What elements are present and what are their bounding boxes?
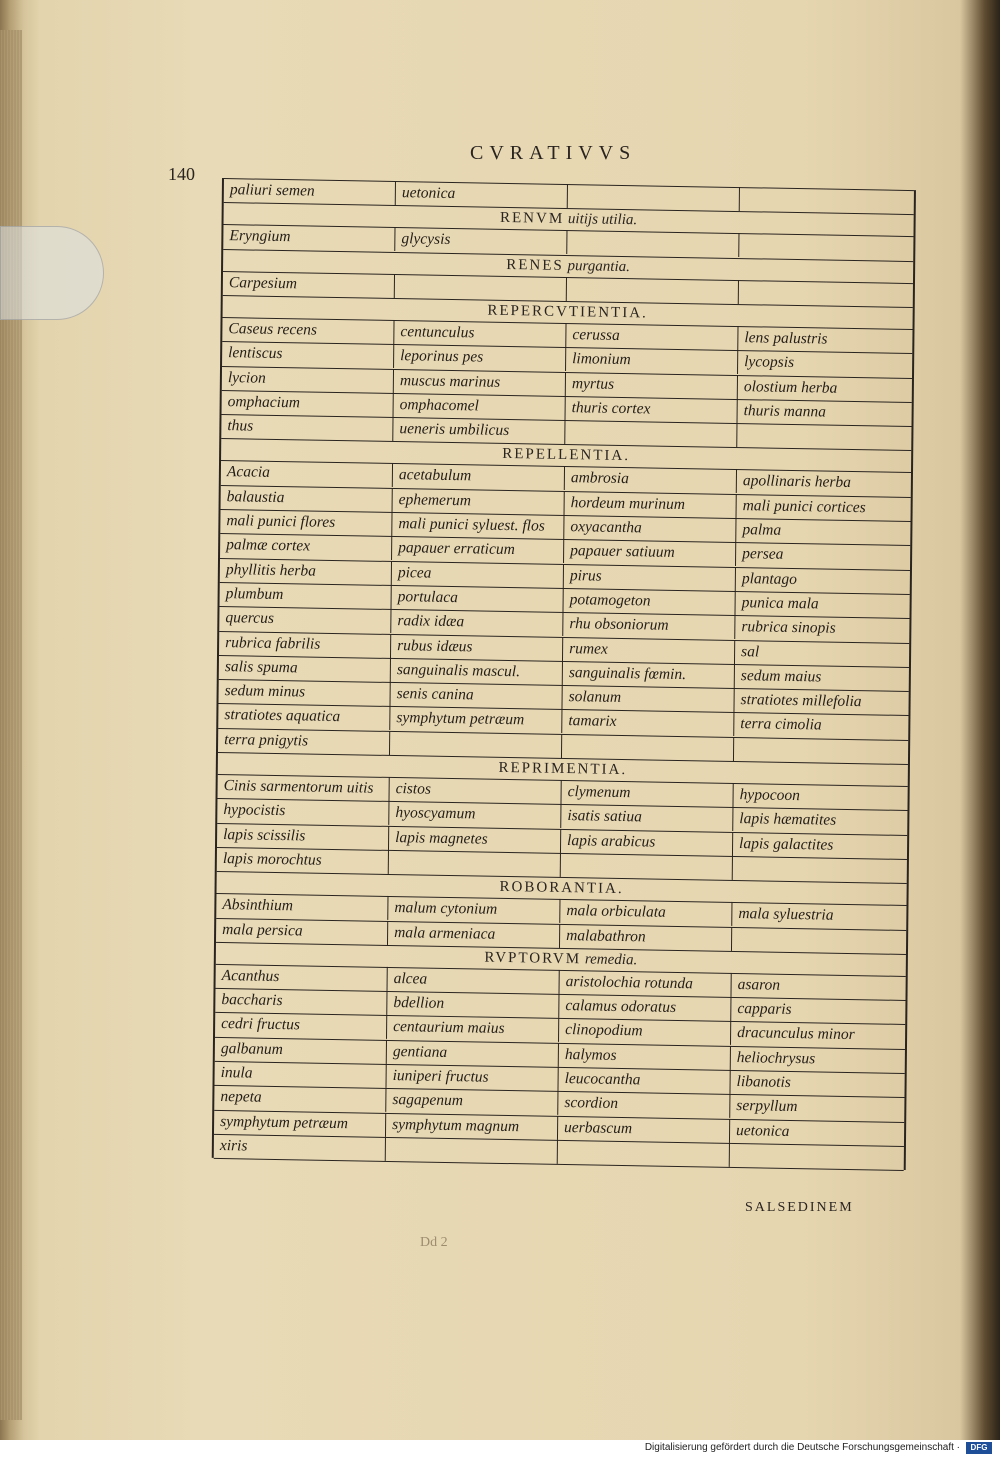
table-cell: lentiscus — [222, 341, 394, 368]
section-subtitle: remedia. — [581, 951, 638, 969]
table-cell: centaurium maius — [387, 1015, 559, 1042]
table-cell: rubrica fabrilis — [219, 630, 391, 657]
table-cell: glycysis — [395, 227, 567, 254]
table-cell: cistos — [389, 777, 561, 804]
table-cell — [561, 853, 733, 880]
table-cell: Acanthus — [216, 964, 388, 991]
table-cell: muscus marinus — [394, 369, 566, 396]
table-cell: gentiana — [387, 1040, 559, 1067]
table-cell: hypocoon — [739, 786, 800, 805]
table-cell: omphacomel — [394, 393, 566, 420]
table-cell: Cinis sarmentorum uitis — [218, 774, 390, 801]
table-cell: thus — [221, 414, 393, 441]
signature-mark: Dd 2 — [420, 1235, 448, 1250]
table-cell: tamarix — [562, 709, 734, 736]
table-cell: symphytum petræum — [390, 706, 562, 733]
table-cell — [739, 233, 913, 260]
table-cell — [386, 1137, 558, 1164]
table-cell: rubrica sinopis — [741, 618, 836, 637]
table-cell: inula — [215, 1061, 387, 1088]
table-cell: lens palustris — [744, 329, 828, 348]
table-cell: terra pnigytis — [218, 728, 390, 755]
section-title: REPELLENTIA. — [502, 446, 631, 465]
table-cell — [567, 277, 739, 304]
section-title: REPRIMENTIA. — [498, 759, 628, 779]
table-cell: lapis magnetes — [389, 826, 561, 853]
table-cell: rhu obsoniorum — [563, 612, 735, 639]
table-cell: Absinthium — [216, 893, 388, 920]
table-cell: clymenum — [561, 780, 733, 807]
table-cell: galbanum — [215, 1037, 387, 1064]
table-cell: sedum minus — [219, 679, 391, 706]
section-subtitle: purgantia. — [563, 257, 631, 275]
table-cell — [389, 850, 561, 877]
table-cell: isatis satiua — [561, 804, 733, 831]
table-cell: quercus — [219, 606, 391, 633]
table-cell: acetabulum — [393, 463, 565, 490]
table-cell: lapis arabicus — [561, 829, 733, 856]
table-cell: iuniperi fructus — [386, 1064, 558, 1091]
table-cell — [562, 734, 734, 761]
table-cell: aristolochia rotunda — [560, 970, 732, 997]
table-cell: sanguinalis fœmin. — [563, 661, 735, 688]
table-cell: radix idæa — [391, 609, 563, 636]
table-cell: thuris manna — [743, 401, 826, 421]
table-cell: sedum maius — [740, 666, 822, 686]
section-title: RENES — [506, 256, 564, 274]
table-cell: cedri fructus — [215, 1012, 387, 1039]
section-title: REPERCVTIENTIA. — [487, 302, 648, 322]
table-cell: picea — [392, 561, 564, 588]
table-cell — [734, 737, 908, 764]
remedy-table — [212, 178, 916, 1170]
table-cell: terra cimolia — [740, 715, 822, 734]
table-cell: mala syluestria — [738, 905, 834, 924]
table-cell: dracunculus minor — [737, 1024, 855, 1044]
table-cell: libanotis — [736, 1073, 791, 1091]
table-cell — [567, 230, 739, 257]
running-head: CVRATIVVS — [470, 142, 637, 164]
footer-bar — [0, 1440, 1000, 1457]
table-cell: lapis galactites — [739, 834, 834, 854]
table-cell: lapis hæmatites — [739, 810, 837, 830]
table-cell: palma — [742, 521, 782, 539]
table-cell: mali punici flores — [220, 509, 392, 536]
table-cell — [568, 184, 740, 211]
table-cell: hordeum murinum — [565, 491, 737, 518]
table-cell: halymos — [559, 1043, 731, 1070]
table-cell: mala orbiculata — [560, 899, 732, 926]
table-cell: papauer satiuum — [564, 539, 736, 566]
table-cell — [733, 856, 907, 883]
bookmark-clip — [0, 226, 104, 320]
table-cell: limonium — [566, 347, 738, 374]
table-cell: Acacia — [221, 460, 393, 487]
table-cell — [740, 187, 914, 214]
table-cell: hypocistis — [217, 798, 389, 825]
table-cell — [730, 1143, 904, 1170]
table-cell: myrtus — [566, 372, 738, 399]
table-cell: balaustia — [221, 485, 393, 512]
page-number: 140 — [168, 164, 195, 184]
table-cell: xiris — [214, 1134, 386, 1161]
table-cell: portulaca — [392, 585, 564, 612]
table-cell: scordion — [558, 1091, 730, 1118]
table-cell: nepeta — [214, 1085, 386, 1112]
table-cell — [558, 1140, 730, 1167]
table-cell: lapis morochtus — [217, 847, 389, 874]
table-cell: phyllitis herba — [220, 558, 392, 585]
table-cell: symphytum petræum — [214, 1110, 386, 1137]
table-cell: lycopsis — [744, 353, 795, 372]
table-cell: thuris cortex — [566, 396, 738, 423]
table-cell: uetonica — [396, 181, 568, 208]
table-cell — [390, 731, 562, 758]
table-cell: sanguinalis mascul. — [391, 658, 563, 685]
table-cell: mali punici cortices — [742, 496, 866, 516]
table-cell: ambrosia — [565, 466, 737, 493]
table-cell: heliochrysus — [736, 1048, 816, 1068]
section-title: RENVM — [499, 210, 565, 228]
table-cell: centunculus — [394, 320, 566, 347]
table-cell — [732, 926, 906, 953]
footer-credit: Digitalisierung gefördert durch die Deutsche Forschungsgemeinschaft · — [644, 1442, 960, 1453]
table-cell: solanum — [562, 685, 734, 712]
table-cell: salis spuma — [219, 655, 391, 682]
table-cell: sal — [741, 642, 760, 660]
table-cell: baccharis — [215, 988, 387, 1015]
table-cell: oxyacantha — [564, 515, 736, 542]
table-cell: potamogeton — [564, 588, 736, 615]
table-cell: lapis scissilis — [217, 823, 389, 850]
table-cell: asaron — [737, 975, 781, 994]
table-cell: palmæ cortex — [220, 533, 392, 560]
table-cell: leporinus pes — [394, 344, 566, 371]
table-cell: apollinaris herba — [742, 472, 852, 492]
table-cell — [395, 274, 567, 301]
table-cell: capparis — [737, 1000, 792, 1019]
table-cell: bdellion — [387, 991, 559, 1018]
table-cell: hyoscyamum — [389, 801, 561, 828]
table-cell: serpyllum — [736, 1097, 798, 1116]
table-cell: punica mala — [741, 593, 819, 613]
table-cell: lycion — [222, 366, 394, 393]
table-cell: Caseus recens — [222, 317, 394, 344]
table-cell: mala persica — [216, 917, 388, 944]
table-cell: olostium herba — [743, 377, 838, 397]
table-cell: pirus — [564, 564, 736, 591]
table-cell: clinopodium — [559, 1018, 731, 1045]
table-cell: stratiotes millefolia — [740, 691, 862, 711]
table-cell: senis canina — [390, 682, 562, 709]
table-cell: malum cytonium — [388, 896, 560, 923]
table-cell: mali punici syluest. flos — [392, 512, 564, 539]
table-cell — [565, 420, 737, 447]
table-cell: persea — [742, 545, 784, 564]
table-cell: calamus odoratus — [559, 994, 731, 1021]
table-cell: plumbum — [220, 582, 392, 609]
table-cell: rubus idæus — [391, 633, 563, 660]
table-cell: alcea — [388, 967, 560, 994]
table-cell: uerbascum — [558, 1116, 730, 1143]
table-cell: mala armeniaca — [388, 920, 560, 947]
catchword: SALSEDINEM — [745, 1200, 854, 1215]
table-cell: symphytum magnum — [386, 1113, 558, 1140]
section-subtitle: uitijs utilia. — [564, 211, 638, 229]
table-cell — [737, 423, 911, 450]
table-cell: sagapenum — [386, 1088, 558, 1115]
table-cell: omphacium — [222, 390, 394, 417]
table-cell: cerussa — [566, 323, 738, 350]
table-cell — [739, 280, 913, 307]
table-cell: leucocantha — [558, 1067, 730, 1094]
dfg-logo: DFG — [966, 1442, 992, 1454]
table-cell: plantago — [741, 569, 798, 588]
table-cell: uetonica — [736, 1121, 790, 1140]
section-title: RVPTORVM — [484, 949, 582, 968]
table-cell: Carpesium — [223, 271, 395, 298]
table-cell: malabathron — [560, 923, 732, 950]
table-cell: ueneris umbilicus — [393, 417, 565, 444]
table-cell: rumex — [563, 636, 735, 663]
section-title: ROBORANTIA. — [499, 879, 624, 898]
table-cell: Eryngium — [223, 224, 395, 251]
table-cell: papauer erraticum — [392, 536, 564, 563]
table-cell: ephemerum — [393, 488, 565, 515]
table-cell: paliuri semen — [224, 178, 396, 205]
table-cell: stratiotes aquatica — [218, 703, 390, 730]
